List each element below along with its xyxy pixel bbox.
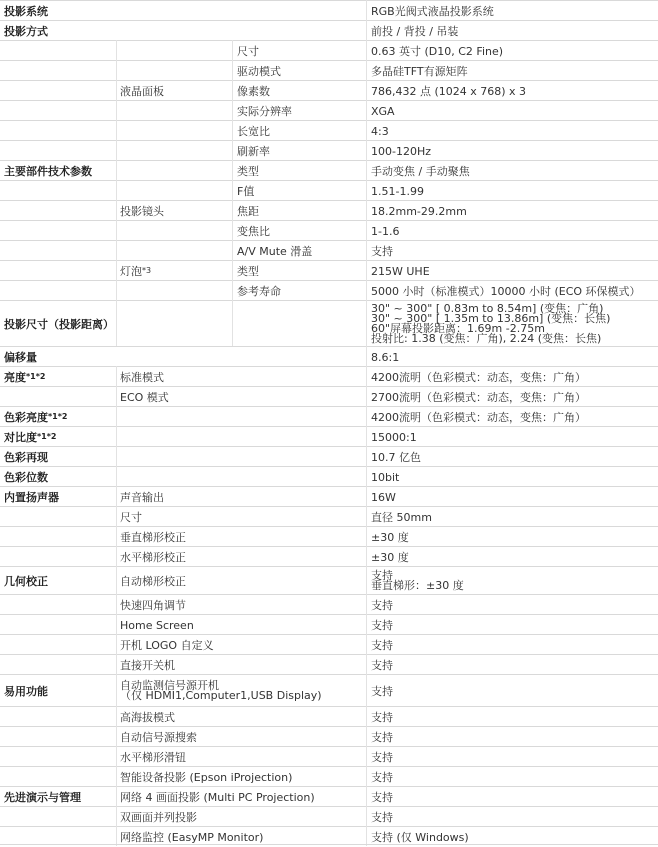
spec-row [0, 200, 658, 221]
spec-value-text: ±30 度 [371, 551, 409, 564]
spec-group-text: 尺寸 [120, 511, 142, 524]
spec-value [371, 141, 431, 161]
spec-value [371, 121, 389, 141]
spec-value [371, 261, 430, 281]
spec-value [371, 467, 399, 487]
spec-group-text: 水平梯形滑钮 [120, 751, 186, 764]
spec-category-text: 投影尺寸（投影距离） [4, 318, 114, 331]
spec-row [0, 506, 658, 527]
spec-row [0, 566, 658, 595]
spec-value [371, 221, 399, 241]
spec-line: 30" ~ 300" [ 1.35m to 13.86m] (变焦：长焦) [371, 312, 611, 325]
spec-category-text: 亮度 [4, 371, 26, 384]
spec-row [0, 486, 658, 507]
spec-category-text: 色彩亮度 [4, 411, 48, 424]
spec-row [0, 466, 658, 487]
spec-line: 60"屏幕投影距离：1.69m -2.75m [371, 322, 545, 335]
spec-category-text: 色彩位数 [4, 471, 48, 484]
spec-value-text: 1-1.6 [371, 224, 400, 238]
spec-value-text: 18.2mm-29.2mm [371, 204, 467, 218]
spec-value-text: 16W [371, 490, 396, 504]
spec-value [371, 81, 526, 101]
spec-value-text: 786,432 点 (1024 x 768) x 3 [371, 85, 527, 98]
spec-value [371, 675, 393, 707]
spec-group [120, 507, 142, 527]
spec-value-text: 0.63 英寸 (D10, C2 Fine) [371, 45, 504, 58]
spec-value [371, 487, 396, 507]
spec-category-text: 投影系统 [4, 5, 48, 18]
spec-value-text: RGB光阀式液晶投影系统 [371, 5, 494, 18]
spec-group-text: 灯泡 [120, 265, 142, 278]
spec-group: 灯泡 *3 [120, 265, 152, 278]
spec-category [4, 447, 48, 467]
spec-item-text: F值 [237, 185, 255, 198]
spec-group [120, 727, 197, 747]
spec-group [120, 387, 169, 407]
spec-value-text: 前投 / 背投 / 吊装 [371, 25, 459, 38]
spec-row [0, 766, 658, 787]
spec-category-text: 易用功能 [4, 685, 48, 698]
spec-item-text: 焦距 [237, 205, 259, 218]
spec-row [0, 674, 658, 707]
spec-row [0, 426, 658, 447]
spec-row [0, 366, 658, 387]
spec-label [120, 675, 322, 707]
spec-item-text: 变焦比 [237, 225, 270, 238]
spec-row [0, 160, 658, 181]
spec-item [237, 81, 270, 101]
spec-group [120, 655, 175, 675]
spec-value [371, 201, 467, 221]
spec-value-text: 支持 [371, 245, 393, 258]
spec-item [237, 141, 270, 161]
spec-line: 支持 [371, 569, 393, 582]
column-divider [366, 0, 367, 846]
spec-value [371, 367, 586, 387]
spec-row [0, 0, 658, 21]
spec-category-text: 主要部件技术参数 [4, 165, 92, 178]
spec-value [371, 615, 393, 635]
spec-group-text: 双画面并列投影 [120, 811, 197, 824]
spec-value-text: 支持 [371, 751, 393, 764]
spec-value-text: XGA [371, 104, 395, 118]
spec-value-text: 支持 [371, 711, 393, 724]
spec-category-text: 偏移量 [4, 351, 37, 364]
spec-category: 亮度 *1*2 [4, 371, 46, 384]
spec-item-text: 像素数 [237, 85, 270, 98]
spec-row [0, 300, 658, 347]
spec-group-text: 智能设备投影 (Epson iProjection) [120, 771, 293, 784]
spec-value-text: 支持 [371, 685, 393, 698]
spec-item [237, 201, 259, 221]
spec-value-text: 1.51-1.99 [371, 184, 424, 198]
spec-category: 对比度 *1*2 [4, 431, 57, 444]
spec-item [237, 281, 281, 301]
spec-row [0, 446, 658, 467]
spec-group [120, 487, 164, 507]
spec-category-text: 先进演示与管理 [4, 791, 81, 804]
spec-value-text: 215W UHE [371, 264, 430, 278]
spec-value-text: 支持 [371, 619, 393, 632]
spec-item-text: 尺寸 [237, 45, 259, 58]
spec-value [371, 41, 503, 61]
spec-row [0, 80, 658, 101]
spec-category [4, 347, 37, 367]
spec-group [120, 807, 197, 827]
spec-group-text: ECO 模式 [120, 391, 169, 404]
spec-value [371, 301, 610, 347]
spec-category [4, 21, 48, 41]
spec-value [371, 407, 586, 427]
spec-value-text: 4:3 [371, 124, 389, 138]
spec-row [0, 220, 658, 241]
spec-item-text: 类型 [237, 265, 259, 278]
spec-value [371, 807, 393, 827]
spec-item-text: 刷新率 [237, 145, 270, 158]
spec-value-text: 支持 [371, 771, 393, 784]
spec-row [0, 40, 658, 61]
spec-value [371, 747, 393, 767]
spec-value [371, 447, 421, 467]
spec-row [0, 526, 658, 547]
spec-category-text: 色彩再现 [4, 451, 48, 464]
spec-item-text: 参考寿命 [237, 285, 281, 298]
spec-group-text: Home Screen [120, 618, 194, 632]
spec-row [0, 706, 658, 727]
spec-group [120, 201, 164, 221]
spec-value-text: 支持 [371, 599, 393, 612]
spec-value-text: 2700流明（色彩模式：动态，变焦：广角） [371, 391, 586, 404]
spec-category [4, 161, 92, 181]
spec-group-text: 网络监控 (EasyMP Monitor) [120, 831, 264, 844]
spec-item [237, 221, 270, 241]
spec-value [371, 635, 393, 655]
spec-category [4, 1, 48, 21]
spec-group-text: 自动信号源搜索 [120, 731, 197, 744]
spec-value-text: 10.7 亿色 [371, 451, 421, 464]
spec-row [0, 386, 658, 407]
spec-group [120, 367, 164, 387]
spec-group-text: 高海拔模式 [120, 711, 175, 724]
spec-row [0, 180, 658, 201]
spec-group [120, 567, 186, 595]
spec-group [120, 527, 186, 547]
spec-item [237, 41, 259, 61]
spec-value [371, 281, 641, 301]
spec-value [371, 707, 393, 727]
spec-category [4, 467, 48, 487]
spec-value-text: 100-120Hz [371, 144, 432, 158]
spec-row [0, 806, 658, 827]
spec-value-text: 支持 [371, 811, 393, 824]
spec-value [371, 181, 424, 201]
spec-row [0, 634, 658, 655]
spec-value-text: 5000 小时（标准模式）10000 小时 (ECO 环保模式） [371, 285, 641, 298]
spec-category [4, 301, 114, 347]
spec-value [371, 527, 409, 547]
spec-value-text: 多晶硅TFT有源矩阵 [371, 65, 468, 78]
spec-line: 30" ~ 300" [ 0.83m to 8.54m] (变焦：广角) [371, 302, 604, 315]
spec-group [120, 747, 186, 767]
spec-item [237, 161, 259, 181]
spec-category-text: 投影方式 [4, 25, 48, 38]
spec-row [0, 280, 658, 301]
spec-value-text: 支持 [371, 731, 393, 744]
spec-group-text: 开机 LOGO 自定义 [120, 639, 214, 652]
spec-group [120, 707, 175, 727]
spec-value-text: 4200流明（色彩模式：动态，变焦：广角） [371, 371, 586, 384]
spec-item [237, 261, 259, 281]
spec-value [371, 21, 458, 41]
spec-row [0, 346, 658, 367]
spec-value [371, 1, 494, 21]
spec-row [0, 786, 658, 807]
spec-value [371, 567, 464, 595]
spec-value-text: 8.6:1 [371, 350, 400, 364]
spec-item-text: 长宽比 [237, 125, 270, 138]
spec-value-text: 手动变焦 / 手动聚焦 [371, 165, 470, 178]
spec-group-text: 标准模式 [120, 371, 164, 384]
spec-row [0, 100, 658, 121]
spec-item-text: 驱动模式 [237, 65, 281, 78]
spec-group [120, 615, 194, 635]
spec-value-text: 15000:1 [371, 430, 417, 444]
spec-item [237, 241, 312, 261]
spec-item-text: 实际分辨率 [237, 105, 292, 118]
spec-value [371, 727, 393, 747]
spec-item-text: A/V Mute 滑盖 [237, 245, 313, 258]
spec-category-text: 内置扬声器 [4, 491, 59, 504]
spec-group-text: 投影镜头 [120, 205, 164, 218]
spec-row [0, 140, 658, 161]
spec-value-text: 支持 [371, 639, 393, 652]
spec-group-text: 快速四角调节 [120, 599, 186, 612]
spec-value-text: 支持 [371, 659, 393, 672]
spec-value [371, 595, 393, 615]
spec-category-text: 对比度 [4, 431, 37, 444]
spec-line: 投射比: 1.38 (变焦：广角), 2.24 (变焦：长焦) [371, 332, 602, 345]
spec-group [120, 547, 186, 567]
spec-value [371, 161, 470, 181]
spec-value [371, 787, 393, 807]
spec-group [120, 787, 315, 807]
spec-category-text: 几何校正 [4, 575, 48, 588]
spec-row [0, 614, 658, 635]
spec-value [371, 387, 586, 407]
spec-group-text: 直接开关机 [120, 659, 175, 672]
spec-row [0, 120, 658, 141]
spec-value-text: 4200流明（色彩模式：动态，变焦：广角） [371, 411, 586, 424]
spec-value [371, 101, 395, 121]
spec-value [371, 241, 393, 261]
spec-value [371, 347, 399, 367]
spec-group-text: 垂直梯形校正 [120, 531, 186, 544]
spec-item [237, 121, 270, 141]
spec-value [371, 61, 468, 81]
spec-row [0, 406, 658, 427]
spec-item [237, 101, 292, 121]
spec-category: 色彩亮度 *1*2 [4, 411, 68, 424]
column-divider [116, 366, 117, 846]
spec-group-text: 网络 4 画面投影 (Multi PC Projection) [120, 791, 315, 804]
spec-row [0, 594, 658, 615]
spec-row [0, 546, 658, 567]
spec-value-text: ±30 度 [371, 531, 409, 544]
spec-value-text: 支持 (仅 Windows) [371, 831, 469, 844]
spec-line: （仅 HDMI1,Computer1,USB Display) [120, 689, 322, 702]
spec-item-text: 类型 [237, 165, 259, 178]
spec-row [0, 726, 658, 747]
spec-value [371, 507, 432, 527]
spec-group-text: 水平梯形校正 [120, 551, 186, 564]
spec-group [120, 595, 186, 615]
spec-value [371, 655, 393, 675]
spec-category [4, 787, 81, 807]
spec-value [371, 547, 409, 567]
spec-row [0, 654, 658, 675]
column-divider [232, 40, 233, 346]
spec-row [0, 60, 658, 81]
spec-row [0, 20, 658, 41]
spec-group-text: 声音输出 [120, 491, 164, 504]
spec-category [4, 567, 48, 595]
spec-line: 自动监测信号源开机 [120, 679, 219, 692]
spec-category [4, 487, 59, 507]
spec-row [0, 260, 658, 281]
spec-category [4, 675, 48, 707]
spec-group [120, 635, 214, 655]
spec-value [371, 767, 393, 787]
spec-group [120, 767, 292, 787]
spec-group-text: 自动梯形校正 [120, 575, 186, 588]
spec-group [120, 81, 164, 101]
column-divider [116, 40, 117, 346]
spec-value-text: 10bit [371, 470, 400, 484]
spec-item [237, 61, 281, 81]
spec-line: 垂直梯形：±30 度 [371, 579, 464, 592]
spec-value-text: 直径 50mm [371, 511, 432, 524]
spec-value-text: 支持 [371, 791, 393, 804]
spec-row [0, 746, 658, 767]
spec-value [371, 427, 417, 447]
spec-item [237, 181, 254, 201]
spec-group-text: 液晶面板 [120, 85, 164, 98]
spec-row [0, 240, 658, 261]
